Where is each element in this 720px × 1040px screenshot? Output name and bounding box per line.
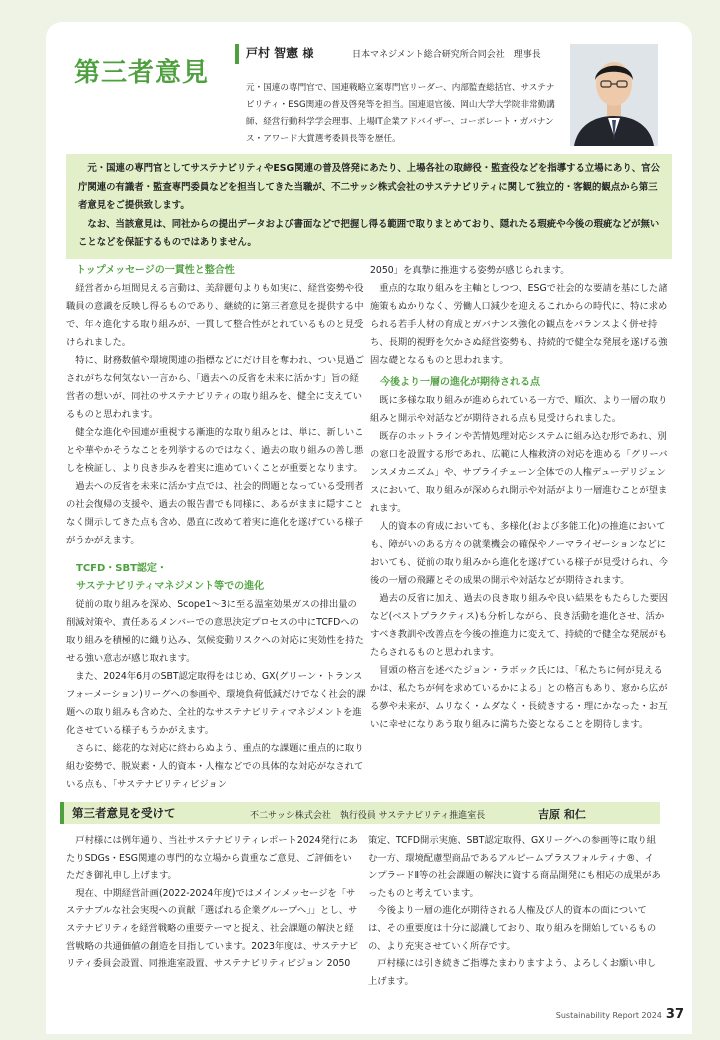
intro-paragraph: なお、当該意見は、同社からの提出データおよび書面などで把握し得る範囲で取りまとめており、隠れたる瑕疵や今後の瑕疵などが無いことなどを保証するものではありません。 [78,218,660,248]
body-paragraph: 人的資本の育成においても、多様化(および多能工化)の推進においても、障がいのある方々の就業機会の確保やノーマライゼーションなどにおいても、従前の取り組みから進化を遂げている様子が見受けられ、今後の一層の飛躍とその成果の開示や対話などが期待されます。 [370,521,669,586]
section-heading: 今後より一層の進化が期待される点 [380,377,540,388]
response-affiliation: 不二サッシ株式会社 執行役員 サステナビリティ推進室長 [250,811,486,821]
report-name: Sustainability Report 2024 [555,1011,662,1020]
body-paragraph: 策定、TCFD開示実施、SBT認定取得、GXリーグへの参画等に取り組む一方、環境配慮型商品であるアルピームプラスフォルティナ®、インプラードⅡ等の社会課題の解決に資する商品開発にも相応の成果があったものと考えています。 [368,835,661,899]
response-accent-bar [60,802,64,824]
right-column [370,262,670,734]
body-paragraph: また、2024年6月のSBT認定取得をはじめ、GX(グリーン・トランスフォーメーション)リーグへの参画や、環境負荷低減だけでなく社会的課題への取り組みも含めた、全社的なサステナビリティマネジメントを進化させている様子もうかがえます。 [66,671,366,736]
response-name: 吉原 和仁 [538,808,586,821]
reviewer-bio: 元・国連の専門官で、国連戦略立案専門官リーダー、内部監査総括官、サステナビリティ・ESG関連の普及啓発等を担当。国連退官後、岡山大学大学院非常勤講師、経営行動科学学会理事、上場IT企業アドバイザー、コーポレート・ガバナンス・アワード大賞選考委員長等を歴任。 [246,83,555,144]
body-paragraph: 経営者から垣間見える言動は、美辞麗句よりも如実に、経営姿勢や役職員の意識を反映し得るものであり、継続的に第三者意見を提供する中で、年々進化する取り組みが、一貫して整合性がとれているものと見受けられました。 [66,283,364,348]
body-paragraph: 重点的な取り組みを主軸としつつ、ESGで社会的な要請を基にした諸施策もぬかりなく、労働人口減少を迎えるこれからの時代に、特に求められる若手人材の育成とガバナンス強化の観点をバランスよく併せ持ち、長期的視野を欠かさぬ経営姿勢も、持続的で健全な発展を遂げる強固な礎となるものと思われます。 [370,283,668,366]
body-paragraph: 戸村様には引き続きご指導たまわりますよう、よろしくお願い申し上げます。 [368,958,657,987]
page-title: 第三者意見 [74,58,210,88]
body-paragraph: 過去の反省に加え、過去の良き取り組みや良い結果をもたらした要因など(ベストプラクティス)も分析しながら、良き活動を進化させ、活かすべき教訓や改善点を今後の推進力に変えて、持続的で健全な発展がもたらされるものと思われます。 [370,593,669,658]
reviewer-name [246,44,313,61]
response-left-column [66,832,361,973]
response-title: 第三者意見を受けて [72,806,176,820]
body-paragraph: 健全な進化や国連が重視する漸進的な取り組みとは、単に、新しいことや華やかそうなことを列挙するのではなく、過去の取り組みの善し悪しを検証し、より良き歩みを着実に進めていくことが重要となります。 [66,427,364,474]
reviewer-honorific: 様 [302,47,314,60]
name-accent-bar [235,44,239,64]
section-heading: サステナビリティマネジメント等での進化 [76,581,265,592]
reviewer-photo [570,44,658,146]
left-column [66,262,366,794]
body-paragraph: 既に多様な取り組みが進められている一方で、順次、より一層の取り組みと開示や対話などが期待される点も見受けられました。 [370,395,668,424]
body-paragraph: さらに、総花的な対応に終わらぬよう、重点的な課題に重点的に取り組む姿勢で、脱炭素・人的資本・人権などでの具体的な対応がなされている点も、「サステナビリティビジョン [66,743,364,790]
body-paragraph: 特に、財務数値や環境関連の指標などにだけ目を奪われ、つい見過ごされがちな何気ない一言から、「過去への反省を未来に活かす」旨の経営者の想いが、同社のサステナビリティの取り組みを、健全に支えているものと思われます。 [66,355,365,420]
intro-box [66,154,672,259]
body-paragraph: 冒頭の格言を述べたジョン・ラボック氏には、「私たちに何が見えるかは、私たちが何を求めているかによる」との格言もあり、窓から広がる夢や未来が、ムリなく・ムダなく・長続きする・理にかなった・お互いに幸せになりあう取り組みに満ちた姿となることを期待します。 [370,665,668,730]
body-paragraph: 戸村様には例年通り、当社サステナビリティレポート2024発行にあたりSDGs・ESG関連の専門的な立場から貴重なご意見、ご評価をいただき御礼申し上げます。 [66,835,358,882]
section-heading: TCFD・SBT認定・ [76,563,167,574]
section-heading: トップメッセージの一貫性と整合性 [76,265,235,276]
page-footer [556,1007,684,1022]
body-paragraph: 既存のホットラインや苦情処理対応システムに組み込む形であれ、別の窓口を設置する形であれ、広範に人権救済の対応を進める「グリーバンスメカニズム」や、サプライチェーン全体での人権デューデリジェンスにおいて、取り組みが深められ開示や対話がより一層進むことが望まれます。 [370,431,668,514]
report-page [46,22,692,1034]
page-number: 37 [665,1007,684,1022]
body-paragraph: 従前の取り組みを深め、Scope1～3に至る温室効果ガスの排出量の削減対策や、責任あるメンバーでの意思決定プロセスの中にTCFDへの取り組みを積極的に織り込み、気候変動リスクへの対応に実効性を持たせる強い意志が感じ取れます。 [66,599,364,664]
body-paragraph: 2050」を真摯に推進する姿勢が感じられます。 [370,265,570,276]
response-right-column [368,832,663,990]
intro-paragraph: 元・国連の専門官としてサステナビリティやESG関連の普及啓発にあたり、上場各社の取締役・監査役などを指導する立場にあり、官公庁関連の有識者・監査専門委員などを担当してきた当職が、不二サッシ株式会社のサステナビリティに関して独立的・客観的観点から第三者意見をご提供致します。 [78,163,660,211]
response-header [60,802,660,824]
reviewer-name-text: 戸村 智憲 [246,46,299,60]
body-paragraph: 現在、中期経営計画(2022-2024年度)ではメインメッセージを「サステナブルな社会実現への貢献「選ばれる企業グループへ」」とし、サステナビリティを経営戦略の重要テーマと捉え、社会課題の解決と経営戦略の共通価値の創造を目指しています。2023年度は、サステナビリティ委員会設置、同推進室設置、サステナビリティビジョン 2050 [66,887,358,970]
reviewer-affiliation: 日本マネジメント総合研究所合同会社 理事長 [352,50,541,60]
body-paragraph: 今後より一層の進化が期待される人権及び人的資本の面については、その重要度は十分に認識しており、取り組みを開始しているものの、より充実させていく所存です。 [368,905,657,952]
body-paragraph: 過去への反省を未来に活かす点では、社会的問題となっている受刑者の社会復帰の支援や、過去の報告書でも同様に、あるがままに隠すことなく開示してきた点も含め、愚直に改めて着実に進化を遂げている様子がうかがえます。 [66,481,364,546]
